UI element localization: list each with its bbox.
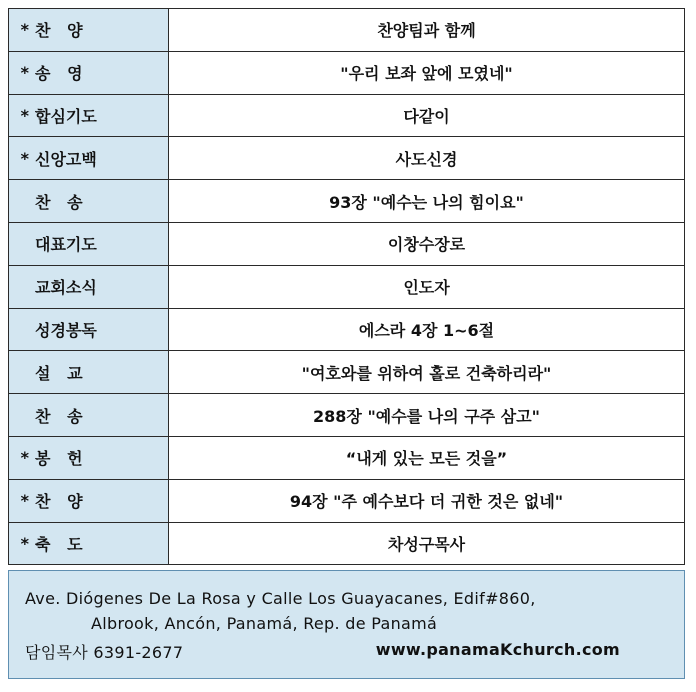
order-row bbox=[9, 222, 685, 265]
order-label-cell bbox=[9, 479, 169, 522]
standing-marker: * bbox=[20, 148, 29, 168]
order-label-text: 대표기도 bbox=[35, 235, 97, 255]
order-label-text: 찬 양 bbox=[35, 492, 83, 512]
order-row bbox=[9, 94, 685, 137]
order-content-cell bbox=[169, 180, 685, 223]
order-label bbox=[9, 309, 168, 351]
standing-marker: * bbox=[20, 448, 29, 468]
order-label-text: 송 영 bbox=[35, 64, 83, 84]
standing-marker: * bbox=[20, 491, 29, 511]
order-label-cell bbox=[9, 222, 169, 265]
order-label-text: 신앙고백 bbox=[35, 149, 97, 169]
order-label-cell bbox=[9, 9, 169, 52]
address-line-2: Albrook, Ancón, Panamá, Rep. de Panamá bbox=[91, 614, 438, 633]
order-row bbox=[9, 308, 685, 351]
order-content-cell bbox=[169, 436, 685, 479]
order-label-cell bbox=[9, 308, 169, 351]
order-row bbox=[9, 479, 685, 522]
order-content: 다같이 bbox=[403, 106, 450, 126]
order-content: 93장 "예수는 나의 힘이요" bbox=[329, 192, 524, 212]
order-label bbox=[9, 180, 168, 222]
order-row bbox=[9, 265, 685, 308]
standing-marker: * bbox=[20, 533, 29, 553]
order-label-text: 축 도 bbox=[35, 534, 83, 554]
standing-marker: * bbox=[20, 105, 29, 125]
order-row bbox=[9, 436, 685, 479]
order-label bbox=[9, 52, 168, 94]
order-content-cell bbox=[169, 308, 685, 351]
order-row bbox=[9, 180, 685, 223]
order-row bbox=[9, 137, 685, 180]
website-link[interactable]: www.panamaKchurch.com bbox=[375, 640, 620, 659]
order-label bbox=[9, 523, 168, 565]
pastor-phone: 담임목사 6391-2677 bbox=[25, 643, 184, 662]
order-label bbox=[9, 437, 168, 479]
order-row bbox=[9, 9, 685, 52]
order-label bbox=[9, 266, 168, 308]
standing-marker: * bbox=[20, 63, 29, 83]
order-label bbox=[9, 480, 168, 522]
order-label-cell bbox=[9, 137, 169, 180]
order-label bbox=[9, 137, 168, 179]
order-content-cell bbox=[169, 265, 685, 308]
order-label-text: 봉 헌 bbox=[35, 449, 83, 469]
order-label-text: 합심기도 bbox=[35, 106, 97, 126]
order-label-cell bbox=[9, 265, 169, 308]
order-content: 에스라 4장 1~6절 bbox=[358, 320, 495, 340]
worship-order-table bbox=[8, 8, 685, 565]
order-content: 94장 "주 예수보다 더 귀한 것은 없네" bbox=[289, 492, 564, 512]
order-label-text: 교회소식 bbox=[35, 278, 97, 298]
order-row bbox=[9, 351, 685, 394]
order-label bbox=[9, 9, 168, 51]
order-content-cell bbox=[169, 351, 685, 394]
order-label-cell bbox=[9, 522, 169, 565]
order-content-cell bbox=[169, 479, 685, 522]
order-content-cell bbox=[169, 9, 685, 52]
order-label bbox=[9, 223, 168, 265]
order-content-cell bbox=[169, 522, 685, 565]
order-label-cell bbox=[9, 51, 169, 94]
order-content: “내게 있는 모든 것을” bbox=[345, 449, 508, 469]
order-content: 찬양팀과 함께 bbox=[377, 21, 476, 41]
order-content-cell bbox=[169, 222, 685, 265]
order-row bbox=[9, 51, 685, 94]
order-content-cell bbox=[169, 94, 685, 137]
order-content: 인도자 bbox=[403, 278, 450, 298]
order-label-text: 찬 양 bbox=[35, 21, 83, 41]
address-line-1: Ave. Diógenes De La Rosa y Calle Los Guayacanes, Edif#860, bbox=[25, 589, 536, 608]
order-label bbox=[9, 95, 168, 137]
order-row bbox=[9, 522, 685, 565]
order-label-cell bbox=[9, 394, 169, 437]
order-content-cell bbox=[169, 137, 685, 180]
order-content: "우리 보좌 앞에 모였네" bbox=[340, 64, 513, 84]
order-content: 288장 "예수를 나의 구주 삼고" bbox=[313, 406, 540, 426]
order-label bbox=[9, 351, 168, 393]
order-content: 차성구목사 bbox=[387, 534, 466, 554]
order-content-cell bbox=[169, 394, 685, 437]
order-content: 이창수장로 bbox=[387, 235, 466, 255]
order-label bbox=[9, 394, 168, 436]
order-label-cell bbox=[9, 351, 169, 394]
order-label-cell bbox=[9, 94, 169, 137]
order-content: 사도신경 bbox=[395, 149, 458, 169]
order-label-cell bbox=[9, 436, 169, 479]
order-content: "여호와를 위하여 홀로 건축하리라" bbox=[301, 363, 552, 383]
church-info-footer bbox=[8, 570, 685, 679]
standing-marker: * bbox=[20, 20, 29, 40]
order-label-text: 찬 송 bbox=[35, 192, 83, 212]
order-label-text: 설 교 bbox=[35, 363, 83, 383]
order-label-text: 찬 송 bbox=[35, 406, 83, 426]
order-label-cell bbox=[9, 180, 169, 223]
order-content-cell bbox=[169, 51, 685, 94]
order-row bbox=[9, 394, 685, 437]
worship-order-body bbox=[9, 9, 685, 565]
order-label-text: 성경봉독 bbox=[35, 320, 97, 340]
